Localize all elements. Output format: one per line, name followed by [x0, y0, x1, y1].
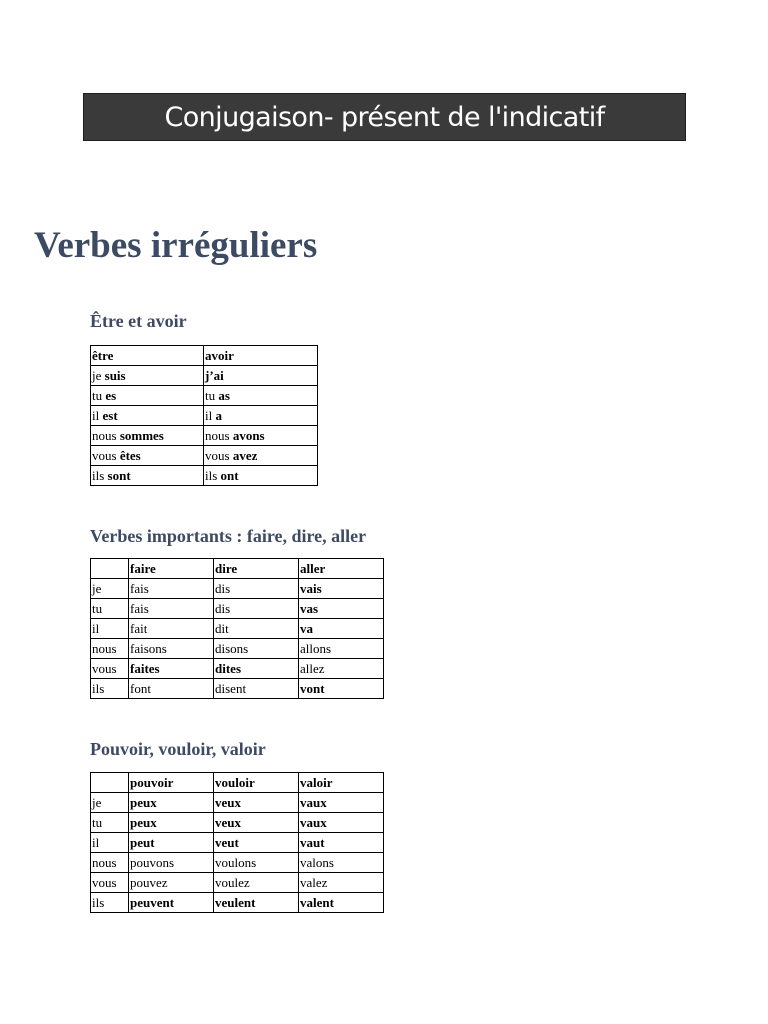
table-cell: dis — [214, 599, 299, 619]
header-cell: pouvoir — [129, 773, 214, 793]
subheading-etre-avoir: Être et avoir — [90, 311, 187, 331]
table-cell: dis — [214, 579, 299, 599]
pronoun-cell: vous — [91, 659, 129, 679]
table-cell: ils sont — [91, 466, 204, 486]
table-cell: vais — [299, 579, 384, 599]
table-row — [91, 366, 318, 386]
table-header-row — [91, 346, 318, 366]
header-cell — [91, 559, 129, 579]
table-cell: peut — [129, 833, 214, 853]
table-header-row — [91, 559, 384, 579]
table-cell: nous sommes — [91, 426, 204, 446]
table-row — [91, 893, 384, 913]
table-row — [91, 873, 384, 893]
table-cell: vous êtes — [91, 446, 204, 466]
pronoun-cell: je — [91, 579, 129, 599]
pronoun-cell: ils — [91, 679, 129, 699]
pronoun-cell: tu — [91, 599, 129, 619]
table-row — [91, 659, 384, 679]
table-cell: font — [129, 679, 214, 699]
table-cell: veux — [214, 813, 299, 833]
table-cell: nous avons — [204, 426, 318, 446]
table-cell: valent — [299, 893, 384, 913]
header-cell: dire — [214, 559, 299, 579]
table-cell: tu es — [91, 386, 204, 406]
pronoun-cell: nous — [91, 639, 129, 659]
header-cell: vouloir — [214, 773, 299, 793]
table-cell: disent — [214, 679, 299, 699]
table-cell: pouvons — [129, 853, 214, 873]
table-cell: valez — [299, 873, 384, 893]
table-cell: vaux — [299, 793, 384, 813]
table-cell: peuvent — [129, 893, 214, 913]
header-cell: aller — [299, 559, 384, 579]
pronoun-cell: tu — [91, 813, 129, 833]
table-row — [91, 639, 384, 659]
pronoun-cell: nous — [91, 853, 129, 873]
title-banner — [83, 93, 686, 141]
table-row — [91, 813, 384, 833]
table-cell: il est — [91, 406, 204, 426]
table-pouvoir-vouloir-valoir — [90, 772, 384, 913]
header-cell: avoir — [204, 346, 318, 366]
header-cell: faire — [129, 559, 214, 579]
table-row — [91, 406, 318, 426]
table-cell: va — [299, 619, 384, 639]
table-row — [91, 619, 384, 639]
table-row — [91, 679, 384, 699]
table-row — [91, 466, 318, 486]
pronoun-cell: ils — [91, 893, 129, 913]
table-row — [91, 579, 384, 599]
table-cell: valons — [299, 853, 384, 873]
table-row — [91, 386, 318, 406]
table-row — [91, 599, 384, 619]
table-row — [91, 426, 318, 446]
subheading-verbes-importants: Verbes importants : faire, dire, aller — [90, 526, 367, 546]
header-cell: valoir — [299, 773, 384, 793]
table-row — [91, 833, 384, 853]
table-cell: voulons — [214, 853, 299, 873]
table-cell: fais — [129, 599, 214, 619]
table-cell: vont — [299, 679, 384, 699]
table-cell: vous avez — [204, 446, 318, 466]
table-cell: allez — [299, 659, 384, 679]
pronoun-cell: je — [91, 793, 129, 813]
table-cell: j’ai — [204, 366, 318, 386]
page-title: Conjugaison- présent de l'indicatif — [164, 101, 605, 133]
table-row — [91, 793, 384, 813]
table-cell: faisons — [129, 639, 214, 659]
table-header-row — [91, 773, 384, 793]
table-etre-avoir — [90, 345, 318, 486]
table-cell: vaux — [299, 813, 384, 833]
table-cell: vas — [299, 599, 384, 619]
table-cell: pouvez — [129, 873, 214, 893]
table-cell: peux — [129, 793, 214, 813]
pronoun-cell: vous — [91, 873, 129, 893]
table-faire-dire-aller — [90, 558, 384, 699]
table-cell: faites — [129, 659, 214, 679]
table-cell: ils ont — [204, 466, 318, 486]
table-cell: dit — [214, 619, 299, 639]
table-cell: vaut — [299, 833, 384, 853]
table-cell: veux — [214, 793, 299, 813]
table-cell: dites — [214, 659, 299, 679]
table-cell: allons — [299, 639, 384, 659]
table-cell: peux — [129, 813, 214, 833]
header-cell — [91, 773, 129, 793]
pronoun-cell: il — [91, 833, 129, 853]
table-cell: voulez — [214, 873, 299, 893]
table-cell: tu as — [204, 386, 318, 406]
table-row — [91, 853, 384, 873]
table-cell: veulent — [214, 893, 299, 913]
section-heading: Verbes irréguliers — [34, 225, 318, 266]
pronoun-cell: il — [91, 619, 129, 639]
table-cell: veut — [214, 833, 299, 853]
table-cell: fait — [129, 619, 214, 639]
table-cell: disons — [214, 639, 299, 659]
subheading-pouvoir-vouloir-valoir: Pouvoir, vouloir, valoir — [90, 739, 266, 759]
table-row — [91, 446, 318, 466]
table-cell: fais — [129, 579, 214, 599]
table-cell: je suis — [91, 366, 204, 386]
table-cell: il a — [204, 406, 318, 426]
header-cell: être — [91, 346, 204, 366]
